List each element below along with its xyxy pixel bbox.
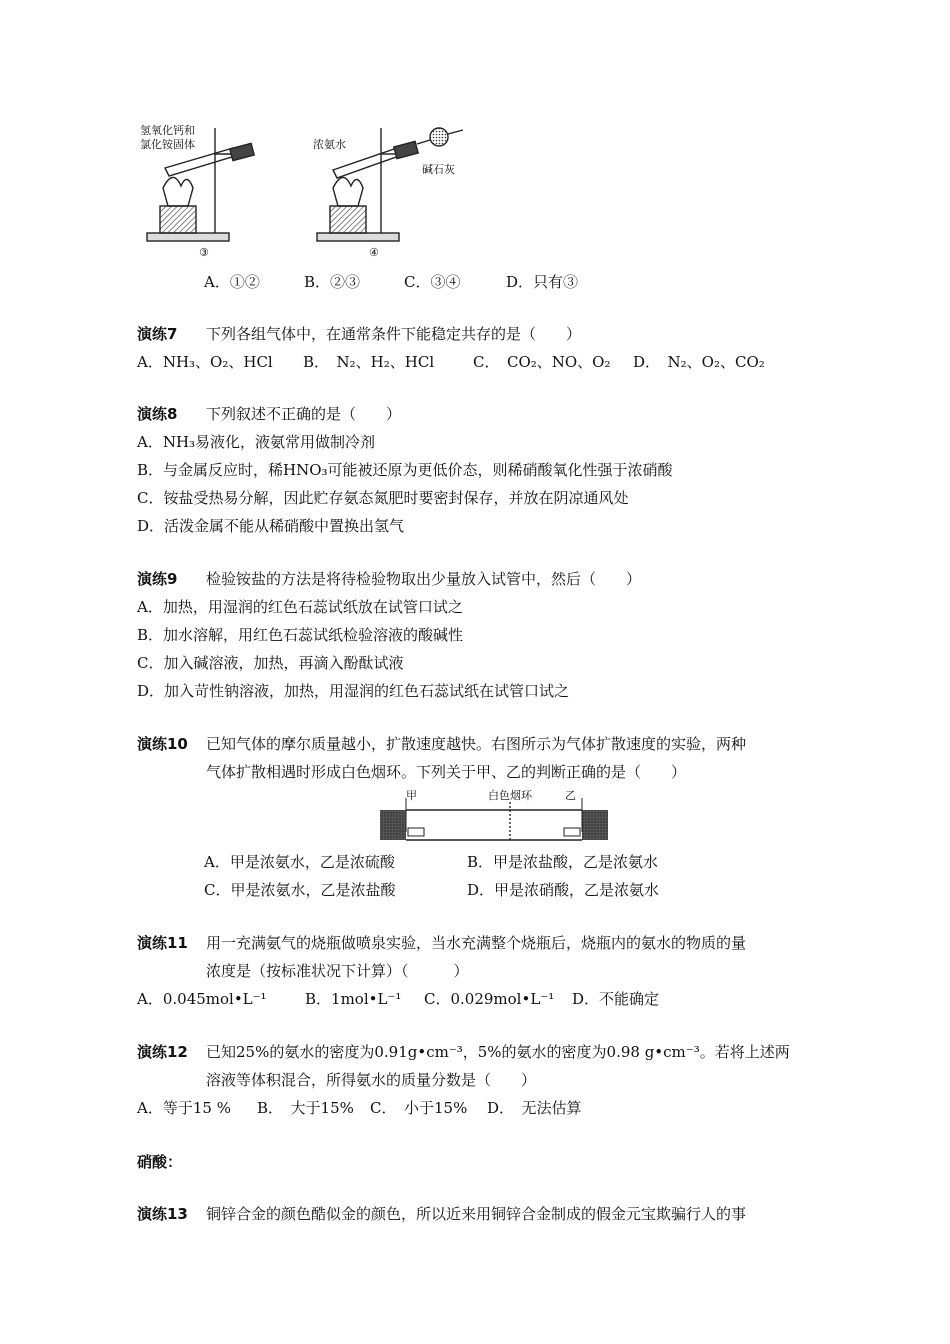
q10-option-a: A．甲是浓氨水，乙是浓硫酸: [204, 853, 395, 871]
q11-option-a: A．0.045mol•L⁻¹: [137, 990, 267, 1008]
q8-stem: 下列叙述不正确的是（ ）: [206, 405, 402, 423]
q8-option-d: D．活泼金属不能从稀硝酸中置换出氢气: [137, 517, 405, 535]
q8-option-b: B．与金属反应时，稀HNO₃可能被还原为更低价态，则稀硝酸氧化性强于浓硝酸: [137, 461, 673, 479]
figure-label-1b: 氯化铵固体: [140, 138, 195, 151]
q9-option-b: B．加水溶解，用红色石蕊试纸检验溶液的酸碱性: [137, 626, 464, 644]
q9-option-d: D．加入苛性钠溶液，加热，用湿润的红色石蕊试纸在试管口试之: [137, 682, 570, 700]
q6-option-b: B．②③: [304, 273, 361, 291]
q6-option-c: C．③④: [404, 273, 461, 291]
q6-option-a: A．①②: [204, 273, 260, 291]
q9-head: 演练9: [137, 570, 178, 588]
q7-head: 演练7: [137, 325, 178, 343]
q9-option-a: A．加热，用湿润的红色石蕊试纸放在试管口试之: [137, 598, 463, 616]
figure-label-1a: 氢氧化钙和: [140, 124, 195, 137]
q11-head: 演练11: [137, 934, 188, 952]
figure-label-2a: 浓氨水: [313, 138, 346, 151]
q10-option-d: D．甲是浓硝酸，乙是浓氨水: [467, 881, 660, 899]
q10-stem-1: 已知气体的摩尔质量越小，扩散速度越快。右图所示为气体扩散速度的实验，两种: [206, 735, 747, 753]
q8-option-c: C．铵盐受热易分解，因此贮存氨态氮肥时要密封保存，并放在阴凉通风处: [137, 489, 629, 507]
figure-label-2-num: ④: [369, 246, 379, 259]
q12-head: 演练12: [137, 1043, 188, 1061]
q9-stem: 检验铵盐的方法是将待检验物取出少量放入试管中，然后（ ）: [206, 570, 642, 588]
q12-option-b: B． 大于15%: [257, 1099, 354, 1117]
q7-option-c: C． CO₂、NO、O₂: [473, 353, 611, 371]
q12-stem-1: 已知25%的氨水的密度为0.91g•cm⁻³，5%的氨水的密度为0.98 g•cm⁻³。若将上述两: [206, 1043, 790, 1061]
q10-option-b: B．甲是浓盐酸，乙是浓氨水: [467, 853, 659, 871]
q13-stem-1: 铜锌合金的颜色酷似金的颜色，所以近来用铜锌合金制成的假金元宝欺骗行人的事: [206, 1205, 747, 1223]
q10-head: 演练10: [137, 735, 188, 753]
q7-option-b: B． N₂、H₂、HCl: [303, 353, 435, 371]
q8-option-a: A．NH₃易液化，液氨常用做制冷剂: [137, 433, 376, 451]
q10-stem-2: 气体扩散相遇时形成白色烟环。下列关于甲、乙的判断正确的是（ ）: [206, 763, 687, 781]
q11-option-b: B．1mol•L⁻¹: [305, 990, 402, 1008]
q12-option-c: C． 小于15%: [370, 1099, 468, 1117]
q11-option-d: D．不能确定: [572, 990, 660, 1008]
tube-label-yi: 乙: [565, 789, 576, 802]
q9-option-c: C．加入碱溶液，加热，再滴入酚酞试液: [137, 654, 404, 672]
tube-label-ring: 白色烟环: [488, 789, 532, 802]
q11-option-c: C．0.029mol•L⁻¹: [424, 990, 555, 1008]
q13-head: 演练13: [137, 1205, 188, 1223]
section-heading: 硝酸：: [137, 1153, 183, 1171]
q12-option-a: A．等于15 %: [137, 1099, 231, 1117]
figure-label-2b: 碱石灰: [422, 163, 455, 176]
q10-option-c: C．甲是浓氨水，乙是浓盐酸: [204, 881, 396, 899]
q8-head: 演练8: [137, 405, 178, 423]
q6-option-d: D．只有③: [506, 273, 579, 291]
q7-option-d: D． N₂、O₂、CO₂: [633, 353, 765, 371]
q7-option-a: A．NH₃、O₂、HCl: [137, 353, 273, 371]
q11-stem-2: 浓度是（按标准状况下计算）（ ）: [206, 962, 469, 980]
tube-label-jia: 甲: [406, 789, 417, 802]
q7-stem: 下列各组气体中，在通常条件下能稳定共存的是（ ）: [206, 325, 582, 343]
q12-stem-2: 溶液等体积混合，所得氨水的质量分数是（ ）: [206, 1071, 537, 1089]
figure-label-1-num: ③: [199, 246, 209, 259]
q11-stem-1: 用一充满氨气的烧瓶做喷泉实验，当水充满整个烧瓶后，烧瓶内的氨水的物质的量: [206, 934, 747, 952]
q12-option-d: D． 无法估算: [487, 1099, 582, 1117]
